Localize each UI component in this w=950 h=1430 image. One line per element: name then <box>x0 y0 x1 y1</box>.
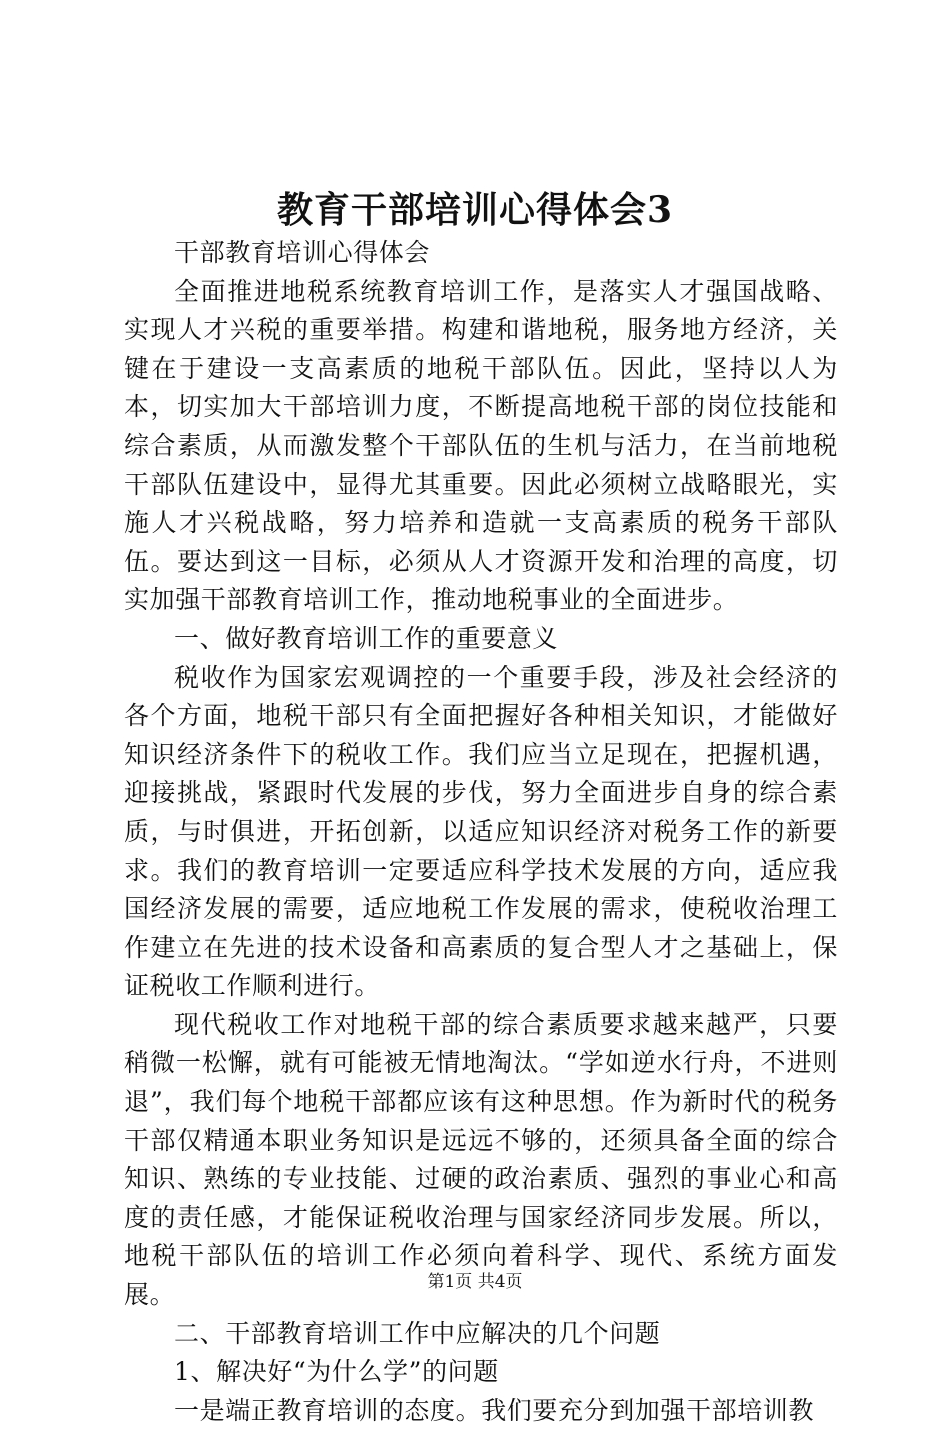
document-title: 教育干部培训心得体会3 <box>276 189 674 231</box>
paragraph-attitude: 一是端正教育培训的态度。我们要充分到加强干部培训教 <box>174 1395 815 1425</box>
paragraph-quality: 现代税收工作对地税干部的综合素质要求越来越严，只要稍微一松懈，就有可能被无情地淘汰。“学如逆水行舟，不进则退”，我们每个地税干部都应该有这种思想。作为新时代的税务干部仅精通本职业务知识是远远不够的，还须具备全面的综合知识、熟练的专业技能、过硬的政治素质、强烈的事业心和高度的责任感，才能保证税收治理与国家经济同步发展。所以，地税干部队伍的培训工作必须向着科学、现代、系统方面发展。 <box>124 1009 838 1310</box>
paragraph-subtitle: 干部教育培训心得体会 <box>174 238 431 267</box>
subsection-heading-1: 1、解决好“为什么学”的问题 <box>174 1357 499 1387</box>
paragraph-intro: 全面推进地税系统教育培训工作，是落实人才强国战略、实现人才兴税的重要举措。构建和谐地税，服务地方经济，关键在于建设一支高素质的地税干部队伍。因此，坚持以人为本，切实加大干部培训力度，不断提高地税干部的岗位技能和综合素质，从而激发整个干部队伍的生机与活力，在当前地税干部队伍建设中，显得尤其重要。因此必须树立战略眼光，实施人才兴税战略，努力培养和造就一支高素质的税务干部队伍。要达到这一目标，必须从人才资源开发和治理的高度，切实加强干部教育培训工作，推动地税事业的全面进步。 <box>124 276 838 615</box>
section-heading-1: 一、做好教育培训工作的重要意义 <box>174 623 559 653</box>
page-number: 第1页 共4页 <box>427 1272 523 1292</box>
paragraph-significance: 税收作为国家宏观调控的一个重要手段，涉及社会经济的各个方面，地税干部只有全面把握好各种相关知识，才能做好知识经济条件下的税收工作。我们应当立足现在，把握机遇，迎接挑战，紧跟时代发展的步伐，努力全面进步自身的综合素质，与时俱进，开拓创新，以适应知识经济对税务工作的新要求。我们的教育培训一定要适应科学技术发展的方向，适应我国经济发展的需要，适应地税工作发展的需求，使税收治理工作建立在先进的技术设备和高素质的复合型人才之基础上，保证税收工作顺利进行。 <box>124 662 838 1001</box>
section-heading-2: 二、干部教育培训工作中应解决的几个问题 <box>174 1318 661 1348</box>
document-body <box>124 234 838 1430</box>
